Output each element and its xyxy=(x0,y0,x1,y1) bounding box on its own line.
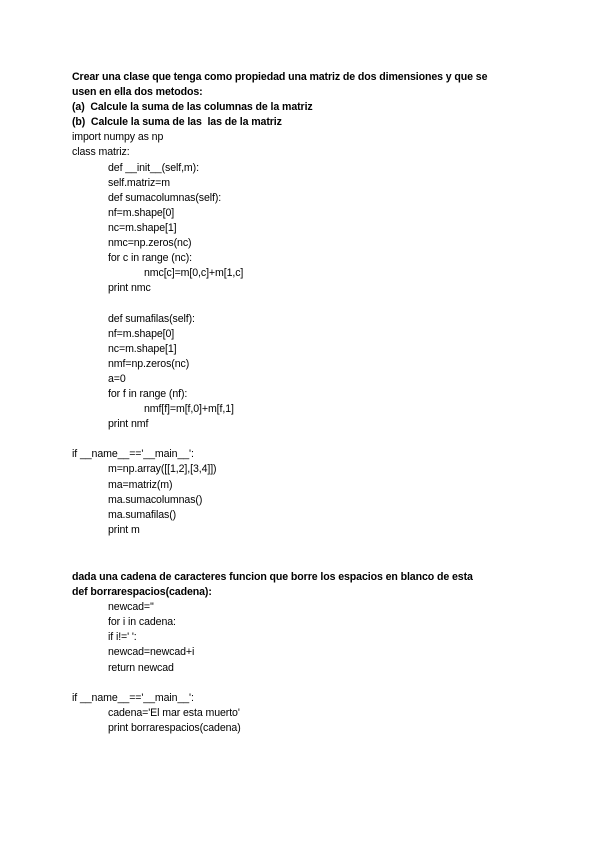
exercise-1 xyxy=(72,70,542,538)
code-line: for i in cadena: xyxy=(108,616,176,629)
code-line: self.matriz=m xyxy=(108,176,170,189)
code-line: a=0 xyxy=(108,372,126,385)
code-line: nc=m.shape[1] xyxy=(108,221,177,234)
exercise-1-heading-line: Crear una clase que tenga como propiedad una matriz de dos dimensiones y que se xyxy=(72,71,488,83)
code-line: class matriz: xyxy=(72,146,130,159)
code-line: nmf[f]=m[f,0]+m[f,1] xyxy=(144,403,234,416)
code-line: nc=m.shape[1] xyxy=(108,342,177,355)
exercise-2-heading-line: def borrarespacios(cadena): xyxy=(72,586,212,599)
code-line: nmf=np.zeros(nc) xyxy=(108,357,190,370)
code-line: newcad='' xyxy=(108,601,154,614)
code-line: ma=matriz(m) xyxy=(108,478,173,491)
code-line: ma.sumacolumnas() xyxy=(108,493,203,506)
code-line: if i!=' ': xyxy=(108,631,137,644)
blank-line xyxy=(72,676,542,691)
code-line: nmc[c]=m[0,c]+m[1,c] xyxy=(144,267,244,280)
code-line: def __init__(self,m): xyxy=(108,161,199,174)
code-line: m=np.array([[1,2],[3,4]]) xyxy=(108,463,217,476)
code-line: print borrarespacios(cadena) xyxy=(108,721,241,734)
code-line: print nmc xyxy=(108,282,151,295)
code-line: def sumafilas(self): xyxy=(108,312,195,325)
code-line: print m xyxy=(108,523,140,536)
code-line: newcad=newcad+i xyxy=(108,646,195,659)
code-line: def sumacolumnas(self): xyxy=(108,191,222,204)
code-line: import numpy as np xyxy=(72,131,164,144)
code-line: if __name__=='__main__': xyxy=(72,691,194,704)
exercise-2 xyxy=(72,570,542,736)
code-line: return newcad xyxy=(108,661,174,674)
code-line: nf=m.shape[0] xyxy=(108,206,175,219)
code-line: ma.sumafilas() xyxy=(108,508,177,521)
exercise-1-option-b: (b) Calcule la suma de las las de la matriz xyxy=(72,116,282,129)
code-line: print nmf xyxy=(108,418,149,431)
code-line: nf=m.shape[0] xyxy=(108,327,175,340)
exercise-2-heading-line: dada una cadena de caracteres funcion que borre los espacios en blanco de esta xyxy=(72,571,473,583)
blank-line xyxy=(72,432,542,447)
blank-line xyxy=(72,296,542,311)
code-line: for c in range (nc): xyxy=(108,252,192,265)
code-line: nmc=np.zeros(nc) xyxy=(108,237,192,250)
exercise-1-option-a: (a) Calcule la suma de las columnas de la matriz xyxy=(72,101,313,114)
code-line: if __name__=='__main__': xyxy=(72,448,194,461)
code-line: for f in range (nf): xyxy=(108,387,188,400)
code-line: cadena='El mar esta muerto' xyxy=(108,706,240,719)
exercise-1-heading-line: usen en ella dos metodos: xyxy=(72,86,203,99)
